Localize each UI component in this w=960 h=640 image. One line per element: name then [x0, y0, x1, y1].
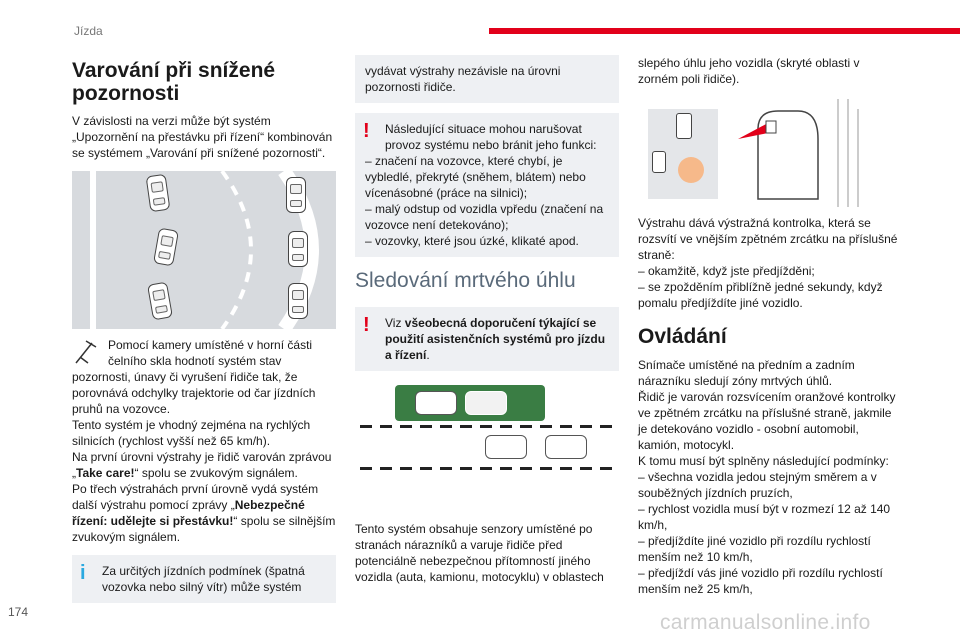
- section-title-attention: Varování při snížené pozornosti: [72, 59, 276, 105]
- warning-icon: !: [363, 314, 370, 336]
- car-icon: [545, 435, 587, 459]
- attention-description: [72, 337, 336, 545]
- column-3: [638, 55, 902, 597]
- conditions-paragraph: K tomu musí být splněny následující podmínky:: [638, 454, 889, 468]
- warning-box: [355, 113, 619, 257]
- blind-spot-paragraph: Tento systém obsahuje senzory umístěné po stranách nárazníků a varuje řidiče před potenciálně nebezpečnou přítomností jiného vozidla (auta, kamionu, motocyklu) v oblastech: [355, 522, 604, 584]
- warning-light-paragraph: Výstrahu dává výstražná kontrolka, která se rozsvítí ve vnějším zpětném zrcátku na příslušné straně:: [638, 216, 898, 262]
- list-item: – rychlost vozidla musí být v rozmezí 12 až 140 km/h,: [638, 502, 891, 532]
- car-icon: [485, 435, 527, 459]
- lane-drift-illustration: [72, 171, 336, 329]
- info-box: [72, 555, 336, 603]
- info-box-continued: [355, 55, 619, 103]
- info-icon: i: [80, 562, 86, 584]
- first-level-paragraph: Na první úrovni výstrahy je řidič varován zprávou „Take care!“ spolu se zvukovým signálem.: [72, 450, 332, 480]
- intro-paragraph: V závislosti na verzi může být systém „Upozornění na přestávku při řízení“ kombinován se systémem „Varování při snížené pozornosti“.: [72, 114, 333, 160]
- warning-item: – vozovky, které jsou úzké, klikaté apod.: [365, 234, 579, 248]
- info-text: Za určitých jízdních podmínek (špatná vozovka nebo silný vítr) může systém: [102, 564, 305, 594]
- section-title-controls: Ovládání: [638, 325, 727, 348]
- car-icon: [465, 391, 507, 415]
- lane-marking: [360, 425, 614, 428]
- camera-paragraph: Pomocí kamery umístěné v horní části čelního skla hodnotí systém stav pozornosti, únavy či vyrušení řidiče tak, že porovnává odchylky trajektorie od čar jízdních pruhů na vozovce.: [72, 338, 316, 416]
- list-item: – předjíždíte jiné vozidlo při rozdílu rychlostí menším než 10 km/h,: [638, 534, 871, 564]
- section-header: Jízda: [74, 24, 103, 38]
- lane-marking: [360, 467, 614, 470]
- see-also-text: Viz všeobecná doporučení týkající se použití asistenčních systémů pro jízdu a řízení.: [385, 316, 606, 362]
- warning-box-see-also: [355, 307, 619, 371]
- car-icon: [288, 283, 308, 319]
- blind-spot-paragraph-cont: slepého úhlu jeho vozidla (skryté oblasti v zorném poli řidiče).: [638, 56, 860, 86]
- section-title-blind-spot: Sledování mrtvého úhlu: [355, 269, 576, 292]
- warning-icon: !: [363, 120, 370, 142]
- blind-spot-illustration: [355, 383, 619, 501]
- car-icon: [676, 113, 692, 139]
- car-icon: [286, 177, 306, 213]
- car-icon: [652, 151, 666, 173]
- driver-warned-paragraph: Řidič je varován rozsvícením oranžové kontrolky ve zpětném zrcátku na příslušné straně, jakmile je detekováno vozidlo - osobní automobil, kamión, motocykl.: [638, 390, 896, 452]
- info-continued-text: vydávat výstrahy nezávisle na úrovni pozornosti řidiče.: [365, 64, 561, 94]
- list-item: – se zpožděním přiblížně jedné sekundy, když pomalu předjíždíte jiné vozidlo.: [638, 280, 883, 310]
- header-accent-bar: [489, 28, 960, 34]
- speed-paragraph: Tento systém je vhodný zejména na rychlých silnicích (rychlost vyšší než 65 km/h).: [72, 418, 311, 448]
- warning-light-icon: [678, 157, 704, 183]
- car-icon: [415, 391, 457, 415]
- column-2: [355, 55, 619, 585]
- warning-intro: Následující situace mohou narušovat provoz systému nebo bránit jeho funkci:: [385, 122, 597, 152]
- list-item: – všechna vozidla jedou stejným směrem a v souběžných jízdních pruzích,: [638, 470, 877, 500]
- mirror-outline: [738, 99, 888, 207]
- column-1: [72, 55, 336, 603]
- warning-item: – malý odstup od vozidla vpředu (značení na vozovce není detekováno);: [365, 202, 604, 232]
- list-item: – okamžitě, když jste předjížděni;: [638, 264, 815, 278]
- list-item: – předjíždí vás jiné vozidlo při rozdílu rychlostí menším než 25 km/h,: [638, 566, 883, 596]
- second-level-paragraph: Po třech výstrahách první úrovně vydá systém další výstrahu pomocí zprávy „Nebezpečné řízení: udělejte si přestávku!“ spolu se silnějším zvukovým signálem.: [72, 482, 336, 544]
- sensors-paragraph: Snímače umístěné na předním a zadním nárazníku sledují zóny mrtvých úhlů.: [638, 358, 855, 388]
- watermark: carmanualsonline.info: [660, 611, 871, 634]
- warning-item: – značení na vozovce, které chybí, je vybledlé, překryté (sněhem, blátem) nebo vícenásobné (práce na silnici);: [365, 154, 586, 200]
- page-number: 174: [8, 605, 29, 619]
- car-icon: [288, 231, 308, 267]
- camera-icon: [72, 337, 100, 367]
- mirror-illustration: [638, 99, 902, 207]
